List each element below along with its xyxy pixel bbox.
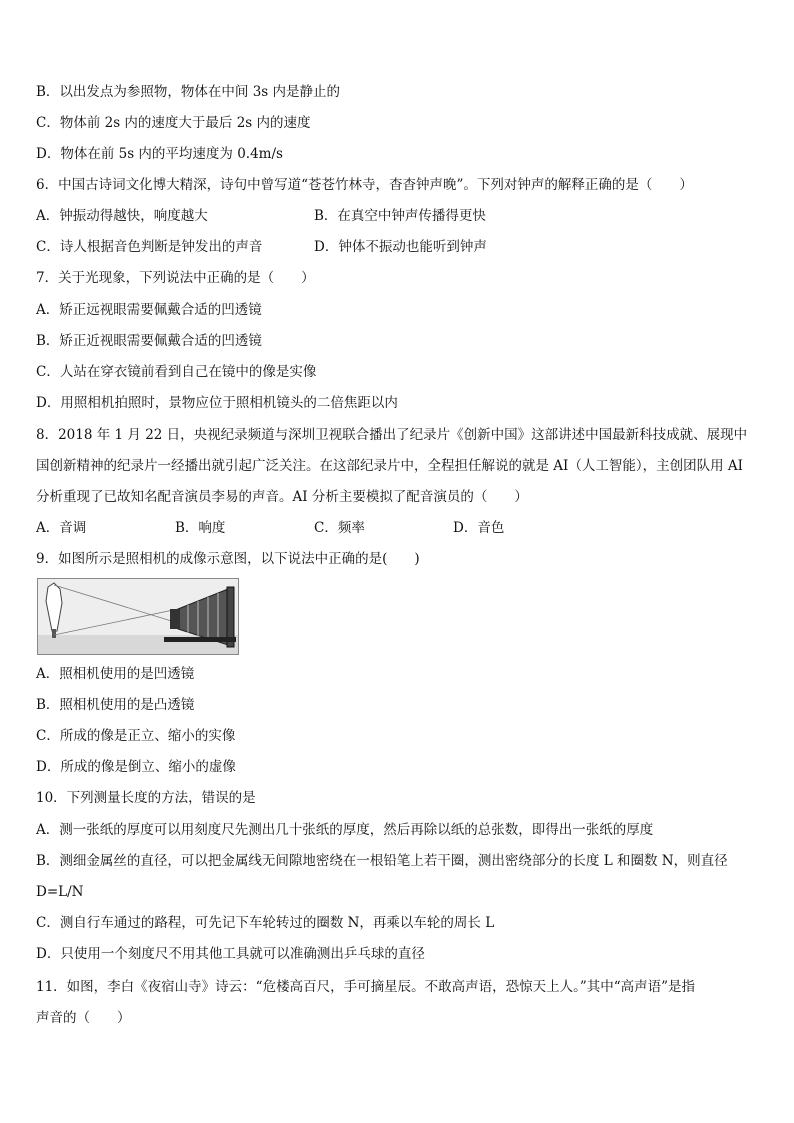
q6-option-b: B．在真空中钟声传播得更快	[314, 208, 486, 224]
q10-option-a: A．测一张纸的厚度可以用刻度尺先测出几十张纸的厚度，然后再除以纸的总张数，即得出一张纸的厚度	[36, 822, 654, 838]
q10-option-b-line2: D=L/N	[36, 884, 84, 900]
q9-option-c: C．所成的像是正立、缩小的实像	[36, 728, 236, 744]
q9-option-d: D．所成的像是倒立、缩小的虚像	[36, 759, 236, 775]
q6-stem: 6．中国古诗词文化博大精深，诗句中曾写道“苍苍竹林寺，杳杳钟声晚”。下列对钟声的解释正确的是（ ）	[36, 177, 693, 193]
q6-option-a: A．钟振动得越快，响度越大	[36, 208, 208, 224]
q9-option-b: B．照相机使用的是凸透镜	[36, 697, 195, 713]
q10-option-c: C．测自行车通过的路程，可先记下车轮转过的圈数 N，再乘以车轮的周长 L	[36, 915, 495, 931]
q11-stem-line2: 声音的（ ）	[36, 1010, 131, 1026]
q8-option-b: B．响度	[175, 520, 226, 536]
q7-option-a: A．矫正远视眼需要佩戴合适的凹透镜	[36, 302, 262, 318]
q8-stem-line1: 8．2018 年 1 月 22 日，央视纪录频道与深圳卫视联合播出了纪录片《创新中国》这部讲述中国最新科技成就、展现中	[36, 427, 748, 443]
q10-option-b-line1: B．测细金属丝的直径，可以把金属线无间隙地密绕在一根铅笔上若干圈，测出密绕部分的长度 L 和圈数 N，则直径	[36, 853, 728, 869]
q7-option-d: D．用照相机拍照时，景物应位于照相机镜头的二倍焦距以内	[36, 395, 398, 411]
camera-illustration	[38, 579, 238, 654]
q6-option-c: C．诗人根据音色判断是钟发出的声音	[36, 239, 263, 255]
q11-stem-line1: 11．如图，李白《夜宿山寺》诗云：“危楼高百尺，手可摘星辰。不敢高声语，恐惊天上人。”其中“高声语”是指	[36, 979, 696, 995]
q7-option-b: B．矫正近视眼需要佩戴合适的凹透镜	[36, 333, 262, 349]
q9-option-a: A．照相机使用的是凹透镜	[36, 666, 195, 682]
q8-option-a: A．音调	[36, 520, 87, 536]
q5-option-c: C．物体前 2s 内的速度大于最后 2s 内的速度	[36, 115, 311, 131]
q6-option-d: D．钟体不振动也能听到钟声	[314, 239, 487, 255]
q10-stem: 10．下列测量长度的方法，错误的是	[36, 790, 256, 806]
q7-option-c: C．人站在穿衣镜前看到自己在镜中的像是实像	[36, 364, 317, 380]
q9-stem: 9．如图所示是照相机的成像示意图，以下说法中正确的是( )	[36, 551, 420, 567]
q5-option-b: B．以出发点为参照物，物体在中间 3s 内是静止的	[36, 84, 341, 100]
q8-stem-line3: 分析重现了已故知名配音演员李易的声音。AI 分析主要模拟了配音演员的（ ）	[36, 489, 528, 505]
q7-stem: 7．关于光现象，下列说法中正确的是（ ）	[36, 270, 315, 286]
q8-option-c: C．频率	[314, 520, 365, 536]
q10-option-d: D．只使用一个刻度尺不用其他工具就可以准确测出乒乓球的直径	[36, 946, 425, 962]
q8-option-d: D．音色	[453, 520, 505, 536]
q8-stem-line2: 国创新精神的纪录片一经播出就引起广泛关注。在这部纪录片中，全程担任解说的就是 AI（人工智能），主创团队用 AI	[36, 458, 743, 474]
camera-diagram	[37, 578, 239, 655]
q5-option-d: D．物体在前 5s 内的平均速度为 0.4m/s	[36, 146, 283, 162]
